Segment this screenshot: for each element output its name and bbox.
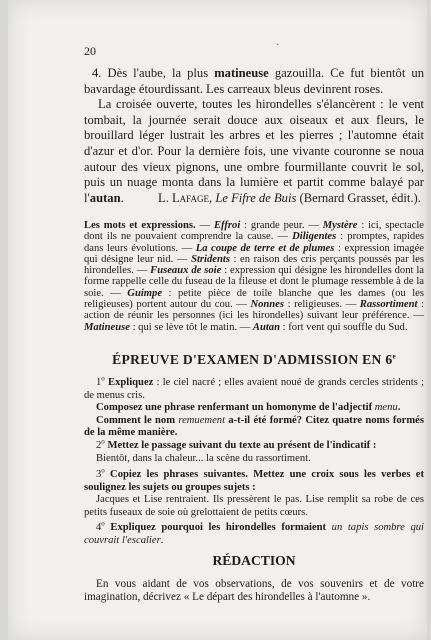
keyword-matineuse: matineuse [214,66,269,80]
glossary-term: Effroi [213,220,241,231]
glossary-term: Matineuse [84,321,130,333]
glossary-item: — Effroi : grande peur. [195,220,305,231]
passage-paragraph-2: La croisée ouverte, toutes les hirondelles s'élancèrent : le vent tombait, la journée serait douce aux oiseaux et aux fleurs, le brouillard léger lustrait les arbres et les pierres ; l'automne était d'azur et d'or. Pour la dernière fois, une vivante couronne se noua autour des vieux pignons, une ombre fourmillante couvrit le sol, puis un nuage monta dans la lumière et partit comme balayé par l'autan. [84,97,424,205]
glossary-item: — Nonnes : religieuses. [232,299,343,311]
passage-attribution: L. Lafage, Le Fifre de Buis (Bernard Grasset, édit.). [158,191,421,205]
glossary-definition: : religieuses. [284,299,343,311]
author-name: L. Lafage [158,191,210,205]
glossary-item: — Matineuse : qui se lève tôt le matin. [84,310,425,333]
book-page [8,0,427,640]
glossary-term: La coupe de terre et de plumes [195,242,335,254]
glossary-item: — Guimpe : petite pièce de toile blanche que les dames (ou les religieuses) portent autour du cou. [84,287,424,311]
glossary-term: Stridents [191,253,230,265]
glossary-definition: : fort vent qui souffle du Sud. [280,321,408,333]
keyword-autan: autan [89,190,121,205]
glossary-item: — Rassortiment : action de réunir les personnes (ici les hirondelles) suivant leur préférence. [84,299,424,322]
glossary-term: Nonnes [250,299,285,311]
glossary-definition: : grande peur. [240,220,305,231]
glossary-definition: : promptes, rapides dans leurs évolutions. [84,231,425,254]
glossary-definition: : ici, spectacle dont ils ne pouvaient comprendre la cause. [84,220,425,243]
glossary-definition: : action de réunir les personnes (ici les hirondelles) suivant leur préférence. [84,299,424,322]
glossary-definition: : qui se lève tôt le matin. [129,321,238,333]
glossary-item: — La coupe de terre et de plumes : expression imagée qui désigne leur nid. [84,242,424,265]
glossary-section [84,220,424,333]
glossary-definition: : expression qui désigne les hirondelles dont la forme rappelle celle du fuseau de la fileuse et dont le plumage ressemble à de la soie. [84,265,425,299]
exercise-1: 1$^o$ Expliquez : le ciel nacré ; elles avaient noué de grands cercles stridents ; de menus cris. Composez une phrase renfermant un homonyme de l'adjectif menu. Comment le nom remuement a-t-il été formé? Citez quatre noms formés de la même manière. [84,374,424,439]
exercise-3: 3$^o$ Copiez les phrases suivantes. Mettez une croix sous les verbes et soulignez les sujets ou groupes sujets : Jacques et Lise rentraient. Ils pressèrent le pas. Lise remplit sa robe de ces petits fuseaux de soie où grelottaient de petits cœurs. [84,466,424,518]
glossary-item: — Autan : fort vent qui souffle du Sud. [237,321,408,333]
glossary-term: Rassortiment [359,299,418,311]
glossary-definition: : en raison des cris perçants poussés par les hirondelles. [84,253,424,277]
glossary-term: Autan [252,321,280,333]
redaction-title: RÉDACTION [212,553,296,568]
glossary-item: — Mystère : ici, spectacle dont ils ne pouvaient comprendre la cause. [84,220,425,243]
passage-paragraph-1: 4. Dès l'aube, la plus matineuse gazouilla. Ce fut bientôt un bavardage étourdissant. Les carreaux bleus devinrent roses. [84,66,424,96]
redaction-prompt: En vous aidant de vos observations, de vos souvenirs et de votre imagination, décrivez « Le départ des hirondelles à l'automne ». [84,578,424,604]
page-number: 20 [84,44,96,58]
page-mark: · [276,40,280,51]
glossary-item: — Fuseaux de soie : expression qui désigne les hirondelles dont la forme rappelle celle du fuseau de la fileuse et dont le plumage ressemble à de la soie. [84,265,425,299]
publisher: (Bernard Grasset, édit.). [296,191,421,205]
exam-title: ÉPREUVE D'EXAMEN D'ADMISSION EN 6e [112,352,396,367]
exercise-4: 4$^o$ Expliquez pourquoi les hirondelles formaient un tapis sombre qui couvrait l'escalier. [84,519,425,546]
glossary-heading: Les mots et expressions. [84,220,196,231]
glossary-term: Fuseaux de soie [150,265,222,277]
work-title: Le Fifre de Buis [215,191,297,205]
glossary-item: — Diligentes : promptes, rapides dans leurs évolutions. [84,231,425,254]
glossary-definition: : petite pièce de toile blanche que les dames (ou les religieuses) portent autour du cou. [84,287,424,311]
glossary-term: Mystère [322,220,358,231]
exercise-2: 2$^o$ Mettez le passage suivant du texte au présent de l'indicatif : Bientôt, dans la chaleur... la scène du rassortiment. [96,437,377,464]
glossary-definition: : expression imagée qui désigne leur nid. [84,242,424,265]
glossary-term: Guimpe [127,287,163,299]
glossary-item: — Stridents : en raison des cris perçants poussés par les hirondelles. [84,253,424,277]
reading-passage [84,66,424,206]
glossary-term: Diligentes [292,231,337,243]
